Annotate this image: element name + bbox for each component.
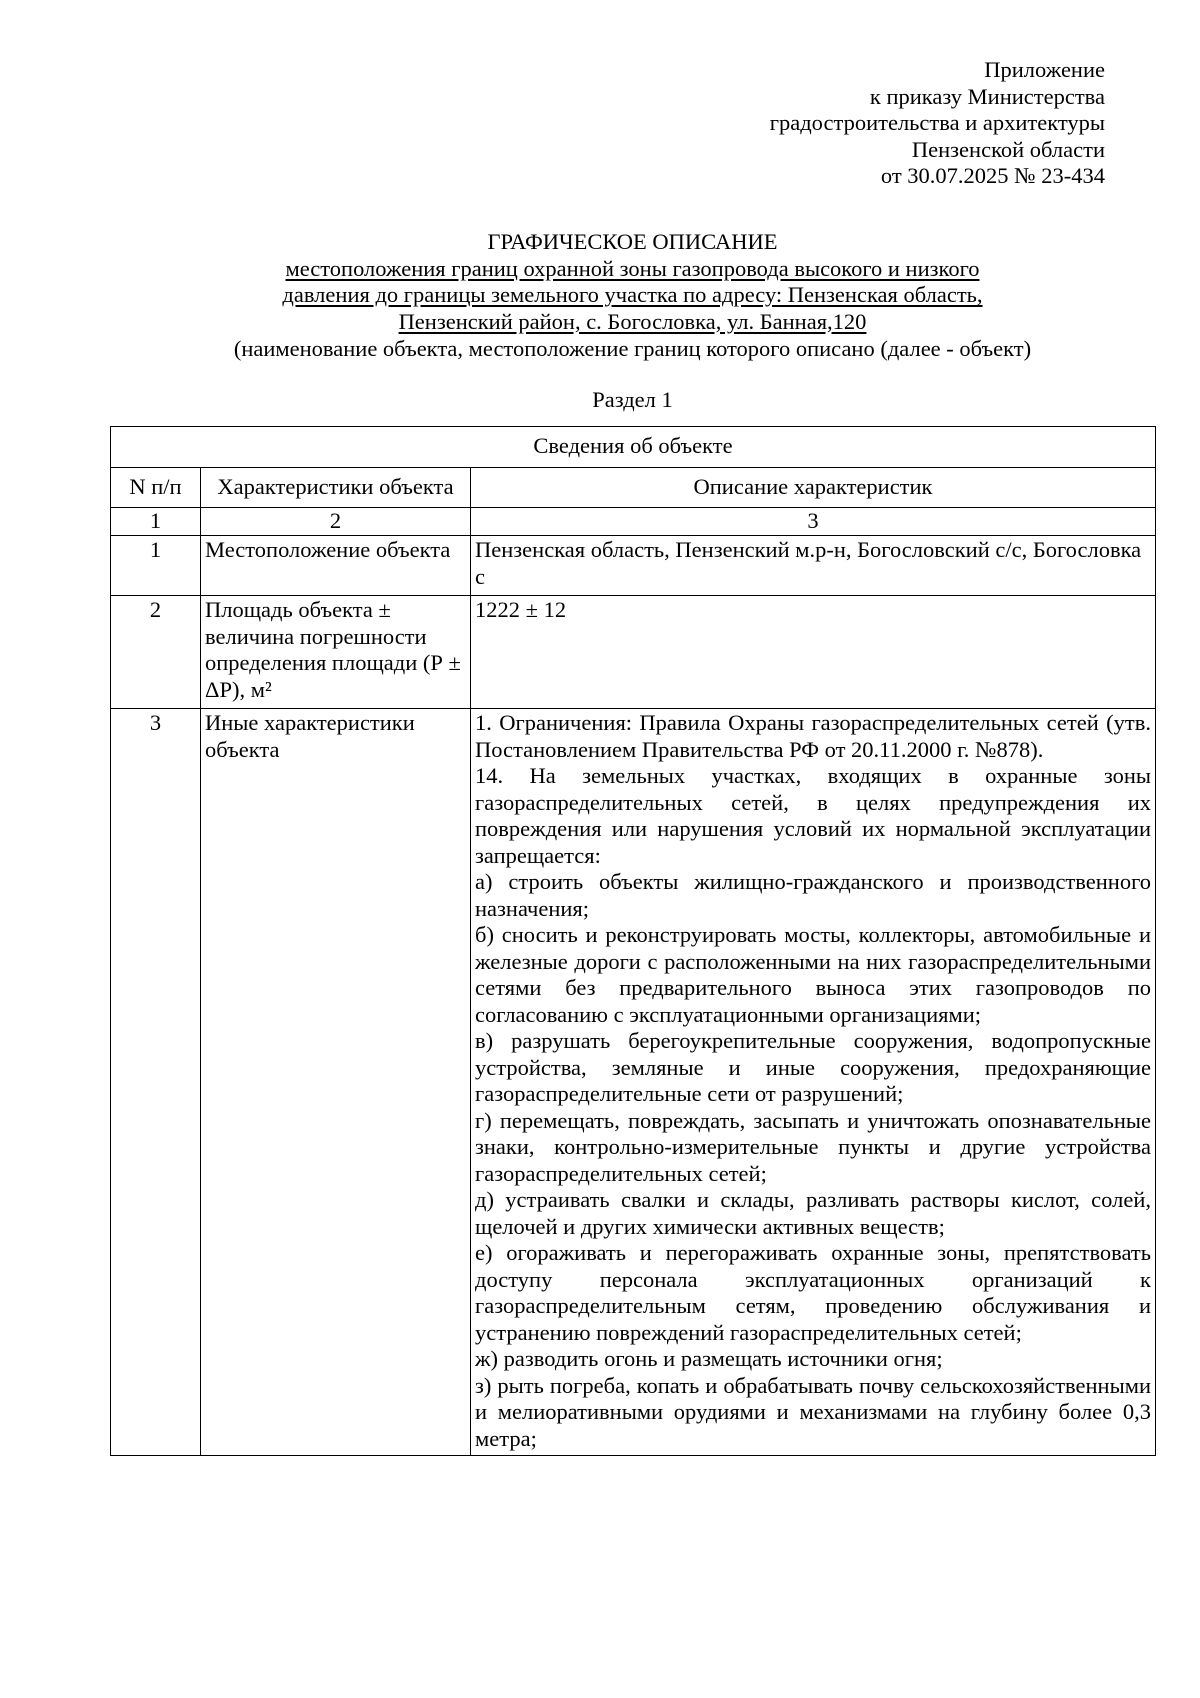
row-characteristic: Местоположение объекта [201, 536, 471, 596]
table-header-row [111, 467, 1156, 508]
appendix-header [770, 57, 1105, 190]
row-characteristic: Площадь объекта ± величина погрешности определения площади (Р ± ΔР), м² [201, 596, 471, 709]
object-name-line: местоположения границ охранной зоны газопровода высокого и низкого [285, 255, 980, 281]
restriction-paragraph: 1. Ограничения: Правила Охраны газораспределительных сетей (утв. Постановлением Правительства РФ от 20.11.2000 г. №878). [475, 710, 1151, 762]
column-number: 2 [201, 508, 471, 536]
restriction-paragraph: г) перемещать, повреждать, засыпать и уничтожать опознавательные знаки, контрольно-измерительные пункты и другие устройства газораспределительных сетей; [475, 1107, 1151, 1186]
appendix-line: Приложение [984, 57, 1105, 82]
object-name-line: Пензенский район, с. Богословка, ул. Банная,120 [398, 308, 867, 334]
restriction-paragraph: 14. На земельных участках, входящих в охранные зоны газораспределительных сетей, в целях предупреждения их повреждения или нарушения условий их нормальной эксплуатации запрещается: [475, 763, 1151, 868]
row-number: 3 [111, 709, 201, 1456]
section-label: Раздел 1 [592, 387, 673, 412]
document-heading: ГРАФИЧЕСКОЕ ОПИСАНИЕ [487, 229, 778, 254]
restriction-paragraph: а) строить объекты жилищно-гражданского и производственного назначения; [475, 869, 1151, 921]
appendix-line: Пензенской области [911, 136, 1105, 162]
restriction-paragraph: в) разрушать берегоукрепительные сооружения, водопропускные устройства, земляные и иные сооружения, предохраняющие газораспределительные сети от разрушений; [475, 1028, 1151, 1106]
column-number: 1 [111, 508, 201, 536]
restriction-paragraph: з) рыть погреба, копать и обрабатывать почву сельскохозяйственными и мелиоративными орудиями и механизмами на глубину более 0,3 метра; [475, 1372, 1151, 1451]
table-caption-row [111, 427, 1156, 468]
document-title-block [110, 229, 1155, 363]
row-description: Пензенская область, Пензенский м.р-н, Богословский с/с, Богословка с [471, 536, 1156, 596]
table-row [111, 596, 1156, 709]
table-row [111, 536, 1156, 596]
object-info-table [110, 426, 1156, 1456]
row-description: 1222 ± 12 [471, 596, 1156, 709]
object-name-line: давления до границы земельного участка по адресу: Пензенская область, [282, 282, 983, 307]
column-number-row [111, 508, 1156, 536]
row-number: 2 [111, 596, 201, 709]
appendix-line: к приказу Министерства [869, 83, 1105, 109]
column-header: Характеристики объекта [201, 467, 471, 508]
row-description-restrictions [471, 709, 1156, 1456]
row-characteristic: Иные характеристики объекта [201, 709, 471, 1456]
restriction-paragraph: е) огораживать и перегораживать охранные зоны, препятствовать доступу персонала эксплуатационных организаций к газораспределительным сетям, проведению обслуживания и устранению повреждений газораспределительных сетей; [475, 1240, 1151, 1345]
appendix-line: от 30.07.2025 № 23-434 [880, 163, 1105, 188]
column-header: N п/п [111, 467, 201, 508]
object-name-caption: (наименование объекта, местоположение границ которого описано (далее - объект) [233, 336, 1032, 361]
column-number: 3 [471, 508, 1156, 536]
table-row [111, 709, 1156, 1456]
table-caption: Сведения об объекте [111, 427, 1156, 468]
restriction-paragraph: д) устраивать свалки и склады, разливать растворы кислот, солей, щелочей и других химически активных веществ; [475, 1187, 1151, 1239]
restriction-paragraph: ж) разводить огонь и размещать источники огня; [475, 1346, 943, 1371]
column-header: Описание характеристик [471, 467, 1156, 508]
row-number: 1 [111, 536, 201, 596]
appendix-line: градостроительства и архитектуры [769, 110, 1105, 135]
restriction-paragraph: б) сносить и реконструировать мосты, коллекторы, автомобильные и железные дороги с расположенными на них газораспределительными сетями без предварительного выноса этих газопроводов по согласованию с эксплуатационными организациями; [475, 922, 1151, 1027]
